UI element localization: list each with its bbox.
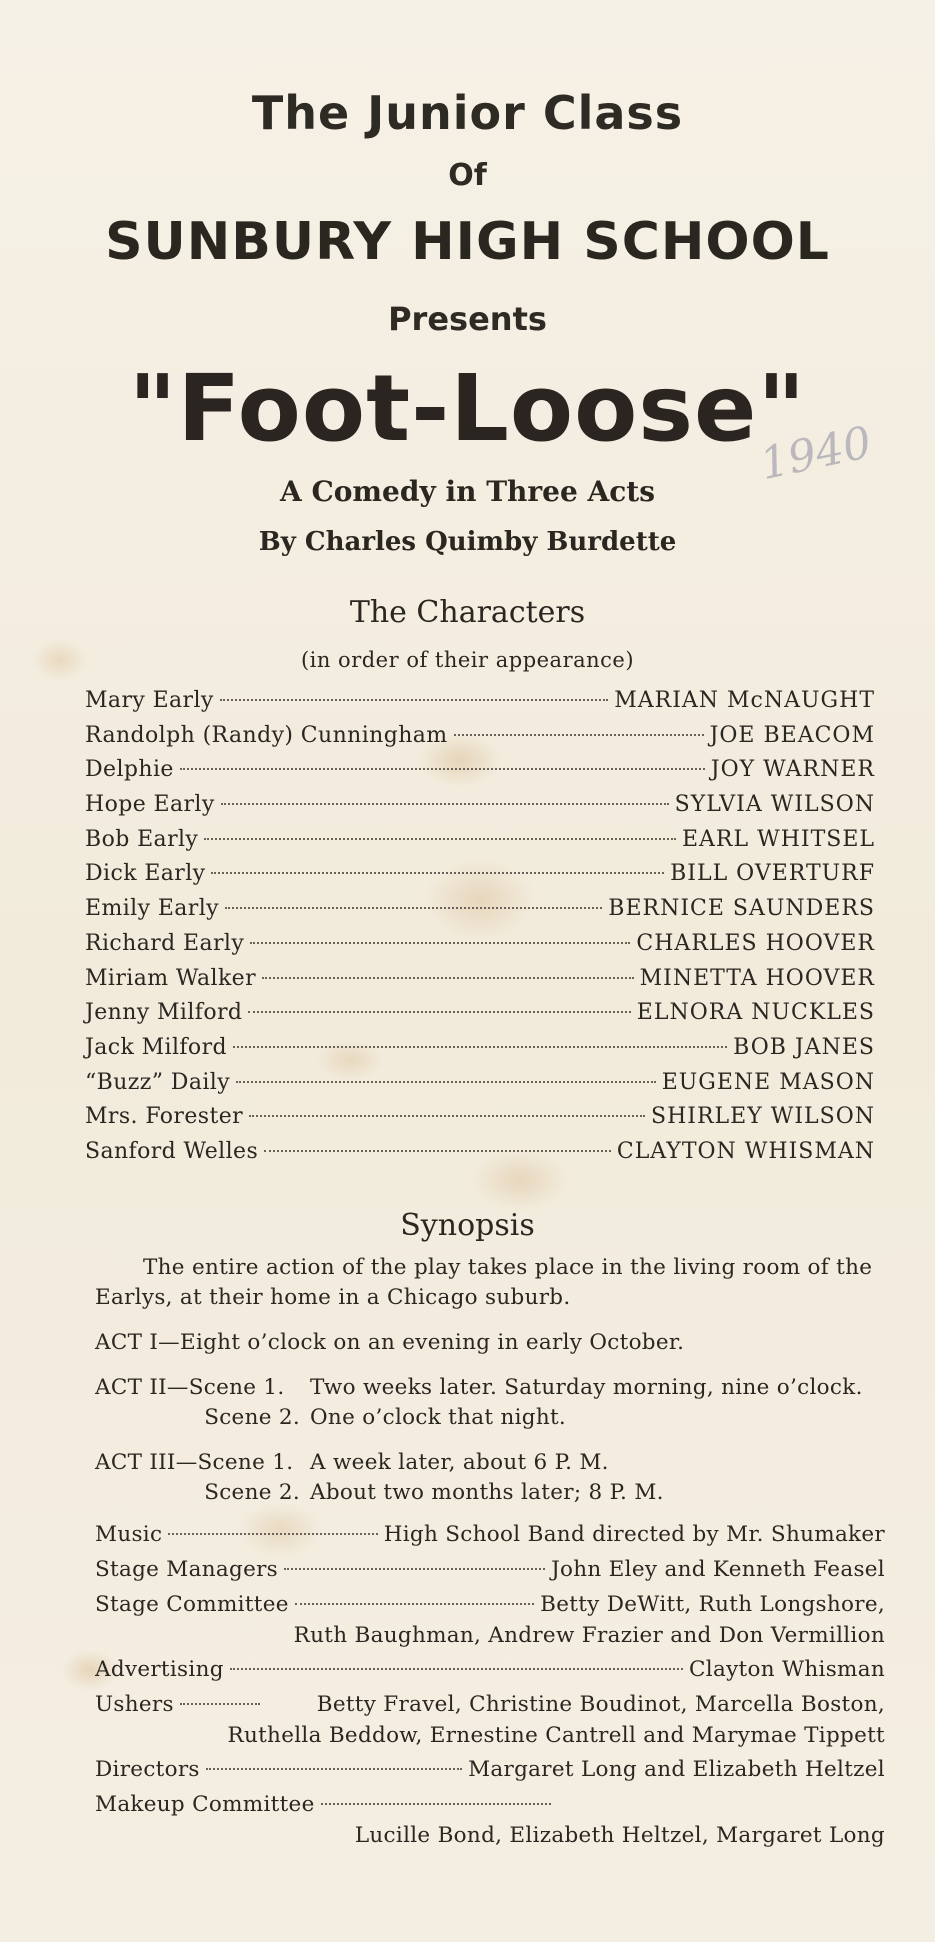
handwritten-year-note: 1940 [755,416,876,491]
credit-label: Stage Committee [95,1592,289,1617]
leader-dots [284,1568,545,1570]
leader-dots [168,1533,377,1535]
credit-continuation: Ruthella Beddow, Ernestine Cantrell and Marymae Tippett [227,1723,885,1748]
cast-role: Mrs. Forester [85,1104,244,1130]
cast-row [85,723,875,758]
leader-dots [204,838,676,840]
cast-row [85,688,875,723]
credit-label: Advertising [95,1657,224,1682]
leader-dots [221,803,669,805]
leader-dots [180,1703,260,1705]
credit-value: Clayton Whisman [689,1657,885,1682]
cast-list [85,688,875,1174]
play-author: By Charles Quimby Burdette [258,527,677,557]
credit-label: Makeup Committee [95,1792,315,1817]
cast-actor: MINETTA HOOVER [639,965,875,991]
leader-dots [211,872,664,874]
cast-role: Bob Early [85,826,199,852]
leader-dots [230,1668,683,1670]
credit-value: Margaret Long and Elizabeth Heltzel [468,1757,885,1782]
credit-label: Directors [95,1757,200,1782]
cast-row [85,896,875,931]
cast-actor: BOB JANES [733,1034,875,1060]
header-school-name: SUNBURY HIGH SCHOOL [105,212,830,272]
play-subtitle: A Comedy in Three Acts [279,475,655,508]
act-1 [95,1328,895,1358]
act-3-scene-1: A week later, about 6 P. M. [310,1450,609,1475]
act-2-scene-2: One o’clock that night. [310,1405,567,1430]
credit-continuation: Lucille Bond, Elizabeth Heltzel, Margaret Long [354,1823,885,1848]
cast-role: “Buzz” Daily [85,1069,231,1095]
credit-value: John Eley and Kenneth Feasel [551,1557,885,1582]
cast-actor: JOY WARNER [710,757,875,783]
act-3 [95,1448,895,1508]
cast-role: Jenny Milford [85,1000,243,1026]
synopsis-heading: Synopsis [400,1208,535,1243]
cast-row [85,861,875,896]
credit-stage-committee [95,1592,885,1653]
play-title: "Foot-Loose" [128,355,807,462]
cast-row [85,1104,875,1139]
act-3-scene-2: About two months later; 8 P. M. [310,1480,664,1505]
cast-role: Dick Early [85,861,206,887]
cast-row [85,966,875,1001]
cast-actor: BILL OVERTURF [670,861,875,887]
act-3-label: ACT III—Scene 1. [95,1450,294,1475]
credit-advertising [95,1657,885,1688]
credit-value: Betty DeWitt, Ruth Longshore, [540,1592,885,1617]
cast-actor: BERNICE SAUNDERS [608,896,875,922]
act-2 [95,1373,895,1433]
cast-role: Emily Early [85,896,219,922]
act-2-scene-2-label: Scene 2. [204,1405,300,1430]
credit-label: Ushers [95,1692,174,1717]
credit-label: Music [95,1522,163,1547]
cast-role: Sanford Welles [85,1138,259,1164]
header-junior-class: The Junior Class [251,86,684,140]
leader-dots [220,699,608,701]
leader-dots [454,734,704,736]
cast-role: Delphie [85,757,174,783]
cast-row [85,931,875,966]
act-1-text: ACT I—Eight o’clock on an evening in early October. [95,1330,685,1355]
leader-dots [233,1046,727,1048]
cast-actor: SYLVIA WILSON [674,792,875,818]
leader-dots [250,942,630,944]
leader-dots [225,907,602,909]
leader-dots [295,1603,534,1605]
cast-actor: JOE BEACOM [709,722,875,748]
leader-dots [264,1150,611,1152]
credit-value: Betty Fravel, Christine Boudinot, Marcella Boston, [316,1692,885,1717]
production-credits [95,1522,885,1857]
leader-dots [321,1803,551,1805]
act-2-label: ACT II—Scene 1. [95,1375,285,1400]
cast-role: Jack Milford [85,1034,227,1060]
cast-role: Miriam Walker [85,965,257,991]
cast-role: Randolph (Randy) Cunningham [85,722,448,748]
characters-subheading: (in order of their appearance) [300,648,635,672]
leader-dots [248,1011,630,1013]
cast-row [85,1000,875,1035]
cast-actor: EUGENE MASON [661,1069,875,1095]
act-3-scene-2-label: Scene 2. [204,1480,300,1505]
cast-actor: CLAYTON WHISMAN [616,1138,875,1164]
credit-label: Stage Managers [95,1557,279,1582]
header-presents: Presents [388,300,547,338]
cast-role: Richard Early [85,930,245,956]
credit-continuation: Ruth Baughman, Andrew Frazier and Don Vermillion [293,1623,885,1648]
leader-dots [262,977,634,979]
cast-role: Hope Early [85,792,215,818]
synopsis-intro: The entire action of the play takes place in the living room of the Earlys, at their home in a Chicago suburb. [95,1255,873,1310]
act-2-scene-1: Two weeks later. Saturday morning, nine o’clock. [310,1375,863,1400]
credit-makeup-committee [95,1792,885,1853]
cast-actor: ELNORA NUCKLES [636,1000,875,1026]
cast-actor: MARIAN McNAUGHT [614,688,875,713]
leader-dots [206,1768,462,1770]
cast-actor: CHARLES HOOVER [636,930,875,956]
cast-row [85,757,875,792]
header-of: Of [448,158,487,193]
cast-row [85,792,875,827]
credit-stage-managers [95,1557,885,1588]
cast-role: Mary Early [85,688,214,713]
credit-directors [95,1757,885,1788]
credit-value: High School Band directed by Mr. Shumaker [383,1522,885,1547]
characters-heading: The Characters [349,595,586,630]
cast-row [85,1070,875,1105]
leader-dots [236,1081,656,1083]
cast-row [85,1139,875,1174]
cast-row [85,1035,875,1070]
leader-dots [249,1115,645,1117]
credit-ushers [95,1692,885,1753]
credit-music [95,1522,885,1553]
cast-actor: EARL WHITSEL [681,826,875,852]
cast-row [85,827,875,862]
cast-actor: SHIRLEY WILSON [651,1104,875,1130]
leader-dots [180,768,705,770]
